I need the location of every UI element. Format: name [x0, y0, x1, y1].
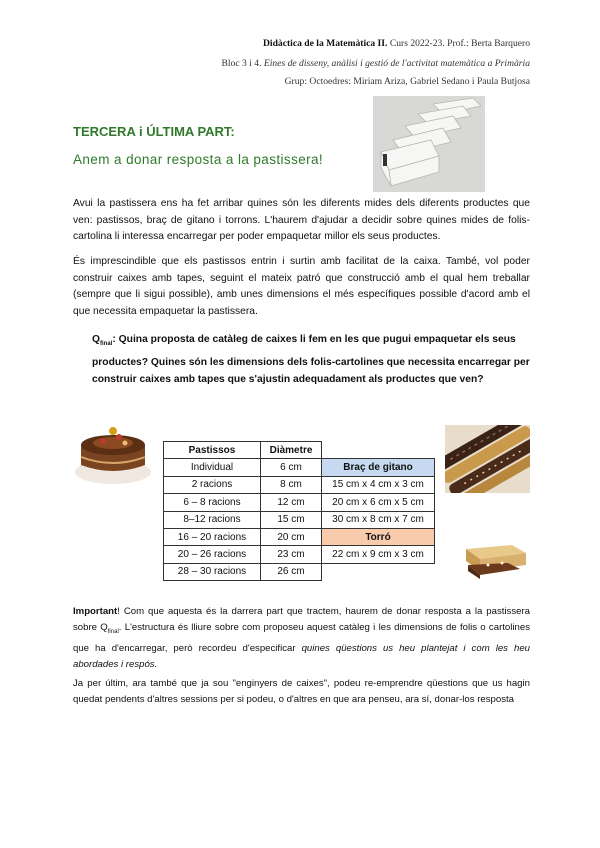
table-row — [164, 563, 435, 580]
table-cell: 16 – 20 racions — [164, 528, 261, 545]
swiss-roll-image — [445, 425, 530, 493]
sizes-table — [163, 441, 435, 581]
header-course: Didàctica de la Matemàtica II. Curs 2022-23. Prof.: Berta Barquero — [263, 38, 530, 49]
section-subtitle: Anem a donar resposta a la pastissera! — [73, 152, 324, 167]
table-row — [164, 546, 435, 563]
intro-paragraph: Avui la pastissera ens ha fet arribar quines són les diferents mides dels diferents productes que ven: pastissos, braç de gitano i torrons. L'haurem d'ajudar a decidir sobre quines mides de folis-cartolina li interessa encarregar per poder empaquetar millor els seus productes. — [73, 198, 530, 243]
table-cell-empty — [322, 563, 435, 580]
table-cell: 30 cm x 8 cm x 7 cm — [322, 511, 435, 528]
boxes-image — [373, 96, 485, 192]
table-header: Diàmetre — [261, 442, 322, 459]
table-row — [164, 459, 435, 476]
important-paragraph: Important! Com que aquesta és la darrera part que tractem, haurem de donar resposta a la pastissera sobre $Q_{final}$. L'estructura és lliure sobre com proposeu aquest catàleg i les dimensions de folis o cartolines que ha d'encarregar, però recordeu d'especificar quines qüestions us heu plantejat i com les heu abordades i respós. — [73, 606, 530, 671]
table-cell-subheader: Braç de gitano — [322, 459, 435, 476]
section-title: TERCERA i ÚLTIMA PART: — [73, 124, 235, 139]
table-cell: 15 cm x 4 cm x 3 cm — [322, 476, 435, 493]
table-row — [164, 476, 435, 493]
table-cell: 26 cm — [261, 563, 322, 580]
table-cell: 28 – 30 racions — [164, 563, 261, 580]
table-cell: 22 cm x 9 cm x 3 cm — [322, 546, 435, 563]
table-header: Pastissos — [164, 442, 261, 459]
table-row — [164, 494, 435, 511]
table-row — [164, 528, 435, 545]
table-row — [164, 511, 435, 528]
header-bloc: Bloc 3 i 4. Eines de disseny, anàlisi i gestió de l'activitat matemàtica a Primària — [221, 58, 530, 69]
table-header-row — [164, 442, 435, 459]
table-cell: 8–12 racions — [164, 511, 261, 528]
table-cell: 12 cm — [261, 494, 322, 511]
cake-image — [73, 417, 155, 487]
final-question: $Q_{final}$: Quina proposta de catàleg de caixes li fem en les que pugui empaquetar els seus productes? Quines són les dimensions dels folis-cartolines que necessita encarregar per construir caixes amb tapes que s'ajustin adequadament als productes que ven? — [92, 334, 530, 386]
table-cell: 15 cm — [261, 511, 322, 528]
table-cell-empty — [322, 442, 435, 459]
final-paragraph: Ja per últim, ara també que ja sou "enginyers de caixes", podeu re-emprendre qüestions que us hagin quedat pendents d'altres sessions per si podeu, o d'altres en que ara penseu, ara sí, donar-los resposta — [73, 678, 530, 706]
table-cell-subheader: Torró — [322, 528, 435, 545]
torro-image — [462, 541, 530, 581]
table-cell: 6 cm — [261, 459, 322, 476]
table-cell: 20 cm — [261, 528, 322, 545]
table-cell: Individual — [164, 459, 261, 476]
table-cell: 6 – 8 racions — [164, 494, 261, 511]
table-cell: 23 cm — [261, 546, 322, 563]
table-cell: 2 racions — [164, 476, 261, 493]
header-group: Grup: Octoedres: Miriam Ariza, Gabriel Sedano i Paula Butjosa — [284, 76, 530, 87]
requirements-paragraph: És imprescindible que els pastissos entrin i surtin amb facilitat de la caixa. També, vol poder construir caixes amb tapes, seguint el mateix patró que construcció amb el qual hem treballar (sempre que li sigui possible), amb unes dimensions el més específiques possible d'acord amb el que necessita empaquetar la pastissera. — [73, 256, 530, 317]
table-cell: 8 cm — [261, 476, 322, 493]
table-cell: 20 cm x 6 cm x 5 cm — [322, 494, 435, 511]
table-cell: 20 – 26 racions — [164, 546, 261, 563]
